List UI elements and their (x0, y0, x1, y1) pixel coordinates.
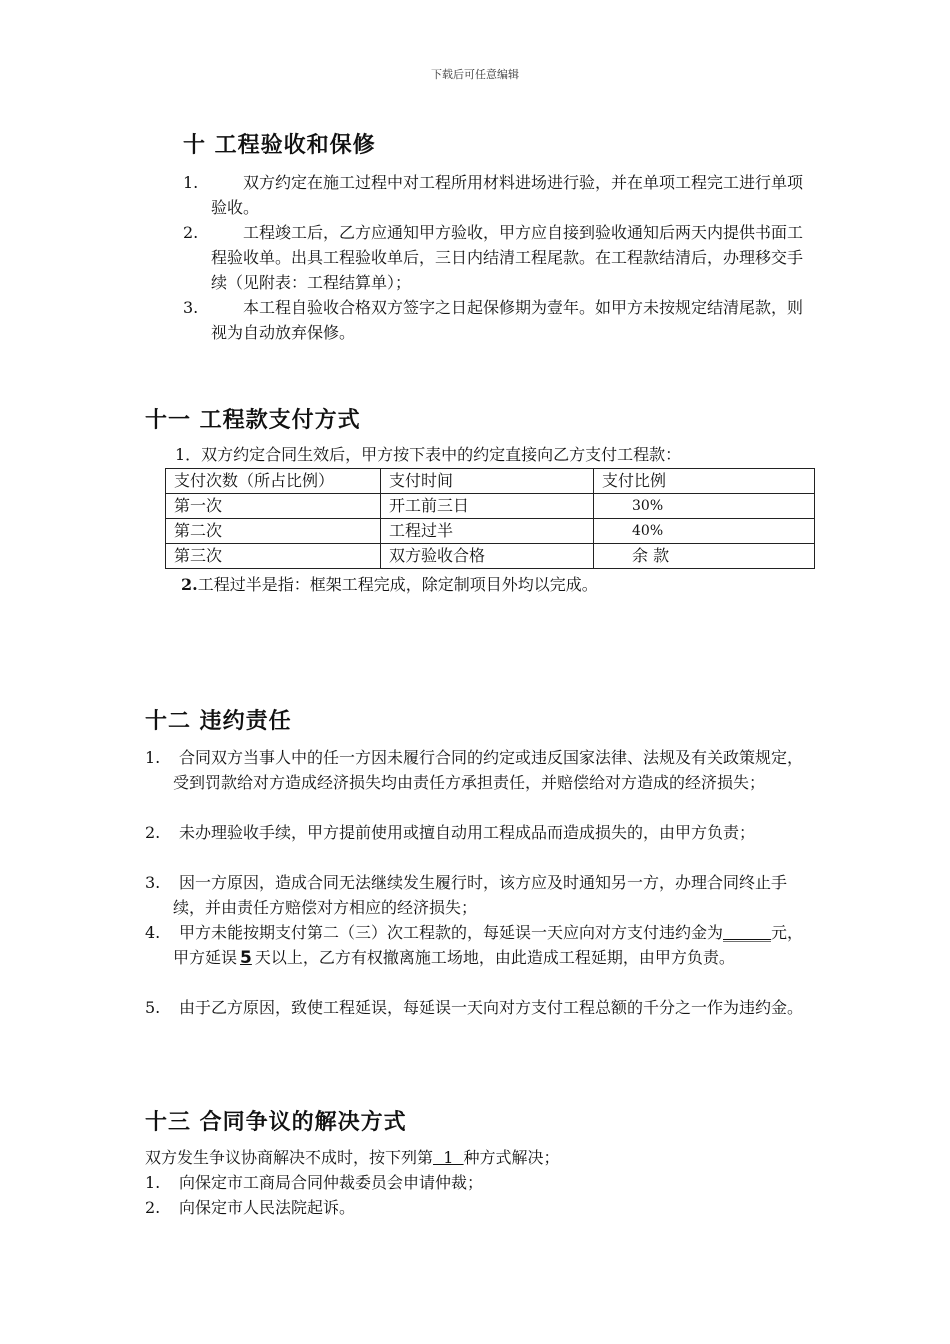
table-header-cell: 支付时间 (381, 469, 594, 494)
section-12-title: 十二 违约责任 (145, 709, 292, 734)
table-row (166, 494, 815, 519)
intro-text-a: 双方发生争议协商解决不成时，按下列第 (145, 1148, 434, 1167)
item-text: 由于乙方原因，致使工程延误，每延误一天向对方支付工程总额的千分之一作为违约金。 (179, 998, 804, 1017)
table-cell: 第二次 (166, 519, 381, 544)
table-cell: 第三次 (166, 544, 381, 569)
table-cell: 工程过半 (381, 519, 594, 544)
section-13-intro (145, 1145, 560, 1170)
item-number: 2. (145, 1198, 161, 1217)
item-text: 未办理验收手续，甲方提前使用或擅自动用工程成品而造成损失的，由甲方负责； (179, 823, 756, 842)
item-number: 4. (145, 923, 161, 942)
item-number: 3. (145, 873, 161, 892)
table-row (166, 519, 815, 544)
intro-text-b: 种方式解决； (463, 1148, 560, 1167)
item-text-c: 天以上，乙方有权撤离施工场地，由此造成工程延期，由甲方负责。 (254, 948, 735, 967)
table-cell: 30% (594, 494, 815, 519)
item-text: 因一方原因，造成合同无法继续发生履行时，该方应及时通知另一方，办理合同终止手续，并由责任方赔偿对方相应的经济损失； (173, 873, 788, 917)
item-number: 2. (145, 823, 161, 842)
table-row (166, 544, 815, 569)
table-cell: 余 款 (594, 544, 815, 569)
penalty-amount-blank: ______ (723, 923, 772, 942)
table-header-row (166, 469, 815, 494)
item-number: 5. (145, 998, 161, 1017)
item-number: 1. (183, 173, 199, 192)
table-cell: 40% (594, 519, 815, 544)
table-cell: 开工前三日 (381, 494, 594, 519)
table-header-cell: 支付次数（所占比例） (166, 469, 381, 494)
item-number: 1. (145, 1173, 161, 1192)
section-11-intro: 1．双方约定合同生效后，甲方按下表中的约定直接向乙方支付工程款： (175, 445, 682, 464)
item-number: 2. (183, 223, 199, 242)
item-text (173, 920, 808, 971)
item-text: 本工程自验收合格双方签字之日起保修期为壹年。如甲方未按规定结清尾款，则视为自动放弃保修。 (211, 298, 804, 342)
delay-days-value: 5 (240, 948, 252, 968)
item-text: 工程竣工后，乙方应通知甲方验收，甲方应自接到验收通知后两天内提供书面工程验收单。出具工程验收单后，三日内结清工程尾款。在工程款结清后，办理移交手续（见附表：工程结算单）； (211, 223, 804, 292)
item-number: 1. (145, 748, 161, 767)
section-10-title: 十 工程验收和保修 (183, 133, 376, 158)
section-11-title: 十一 工程款支付方式 (145, 408, 361, 433)
payment-table (165, 468, 815, 569)
section-11-note (181, 572, 598, 597)
note-number: 2. (181, 575, 198, 594)
item-text: 合同双方当事人中的任一方因未履行合同的约定或违反国家法律、法规及有关政策规定，受到罚款给对方造成经济损失均由责任方承担责任，并赔偿给对方造成的经济损失； (173, 748, 804, 792)
item-text: 双方约定在施工过程中对工程所用材料进场进行验，并在单项工程完工进行单项验收。 (211, 173, 804, 217)
item-number: 3. (183, 298, 199, 317)
item-text: 向保定市工商局合同仲裁委员会申请仲裁； (179, 1173, 484, 1192)
page-header: 下载后可任意编辑 (431, 68, 519, 81)
table-cell: 双方验收合格 (381, 544, 594, 569)
item-text: 向保定市人民法院起诉。 (179, 1198, 356, 1217)
item-text-a: 甲方未能按期支付第二（三）次工程款的，每延误一天应向对方支付违约金为 (179, 923, 724, 942)
table-header-cell: 支付比例 (594, 469, 815, 494)
item-text-b: 元，甲方延误 (173, 923, 804, 967)
note-text: 工程过半是指：框架工程完成，除定制项目外均以完成。 (197, 575, 598, 594)
dispute-method-choice: 1 (433, 1148, 464, 1167)
table-cell: 第一次 (166, 494, 381, 519)
section-13-title: 十三 合同争议的解决方式 (145, 1110, 407, 1135)
